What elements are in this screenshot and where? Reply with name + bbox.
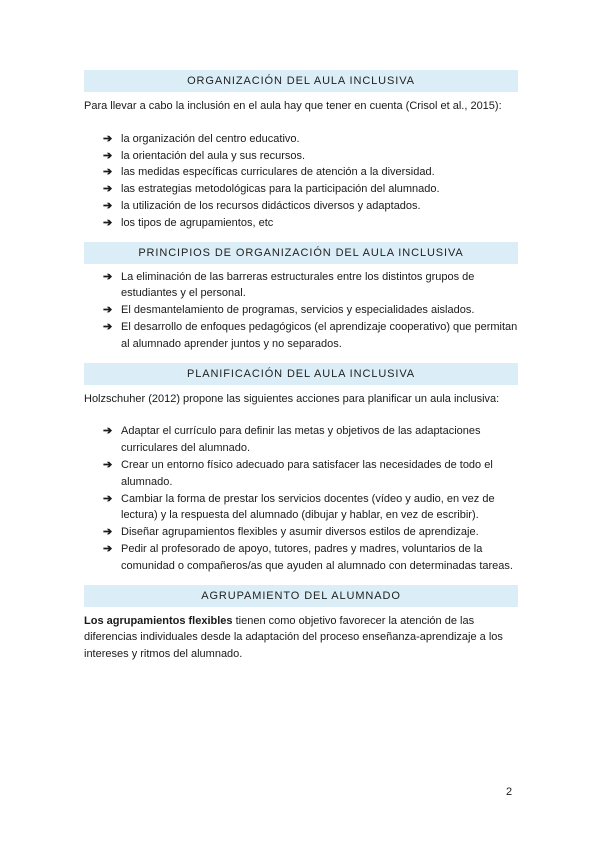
right-arrow-icon: ➔ — [103, 425, 113, 438]
list-item: ➔ Cambiar la forma de prestar los servicios docentes (vídeo y audio, en vez de lectura) y la respuesta del alumnado (dibujar y hablar, en vez de escribir). — [103, 492, 495, 522]
right-arrow-icon: ➔ — [103, 183, 113, 196]
right-arrow-icon: ➔ — [103, 526, 113, 539]
list-item: ➔ las estrategias metodológicas para la participación del alumnado. — [84, 181, 518, 198]
page-number: 2 — [506, 786, 513, 798]
right-arrow-icon: ➔ — [103, 132, 113, 145]
list-item: ➔ Adaptar el currículo para definir las metas y objetivos de las adaptaciones curriculares del alumnado. — [103, 425, 481, 455]
intro-organizacion: Para llevar a cabo la inclusión en el aula hay que tener en cuenta (Crisol et al., 2015): — [84, 100, 502, 112]
right-arrow-icon: ➔ — [103, 199, 113, 212]
list-item: ➔ la organización del centro educativo. — [84, 131, 518, 148]
list-item: ➔ las medidas específicas curriculares de atención a la diversidad. — [84, 164, 518, 181]
section-heading-principios: PRINCIPIOS DE ORGANIZACIÓN DEL AULA INCLUSIVA — [84, 242, 518, 264]
list-planificacion — [84, 423, 518, 574]
list-principios — [84, 269, 518, 353]
paragraph-agrupamiento — [84, 613, 518, 663]
right-arrow-icon: ➔ — [103, 542, 113, 555]
list-item: ➔ la orientación del aula y sus recursos. — [84, 148, 518, 165]
list-organizacion — [84, 131, 518, 232]
right-arrow-icon: ➔ — [103, 304, 113, 317]
section-heading-planificacion: PLANIFICACIÓN DEL AULA INCLUSIVA — [84, 363, 518, 385]
right-arrow-icon: ➔ — [103, 320, 113, 333]
section-heading-agrupamiento: AGRUPAMIENTO DEL ALUMNADO — [84, 585, 518, 607]
list-item: ➔ El desmantelamiento de programas, servicios y especialidades aislados. — [84, 302, 518, 319]
list-item: ➔ La eliminación de las barreras estructurales entre los distintos grupos de estudiantes y el personal. — [103, 270, 475, 300]
bold-lead: Los agrupamientos flexibles — [84, 614, 233, 627]
list-item: ➔ los tipos de agrupamientos, etc — [84, 215, 518, 232]
intro-planificacion: Holzschuher (2012) propone las siguientes acciones para planificar un aula inclusiva: — [84, 392, 500, 405]
right-arrow-icon: ➔ — [103, 492, 113, 505]
right-arrow-icon: ➔ — [103, 270, 113, 283]
list-item: ➔ la utilización de los recursos didácticos diversos y adaptados. — [84, 198, 518, 215]
list-item: ➔ El desarrollo de enfoques pedagógicos (el aprendizaje cooperativo) que permitan al alumnado aprender juntos y no separados. — [103, 320, 518, 350]
right-arrow-icon: ➔ — [103, 149, 113, 162]
list-item: ➔ Diseñar agrupamientos flexibles y asumir diversos estilos de aprendizaje. — [84, 524, 518, 541]
right-arrow-icon: ➔ — [103, 458, 113, 471]
document-page — [84, 70, 518, 663]
paragraph-text: tienen como objetivo favorecer la atención de las diferencias individuales desde la adaptación del proceso enseñanza-aprendizaje a los intereses y ritmos del alumnado. — [84, 614, 503, 661]
right-arrow-icon: ➔ — [103, 166, 113, 179]
right-arrow-icon: ➔ — [103, 216, 113, 229]
list-item: ➔ Pedir al profesorado de apoyo, tutores, padres y madres, voluntarios de la comunidad o compañeros/as que ayuden al alumnado con determinadas tareas. — [103, 542, 513, 572]
section-heading-organizacion: ORGANIZACIÓN DEL AULA INCLUSIVA — [84, 70, 518, 92]
list-item: ➔ Crear un entorno físico adecuado para satisfacer las necesidades de todo el alumnado. — [103, 458, 493, 488]
